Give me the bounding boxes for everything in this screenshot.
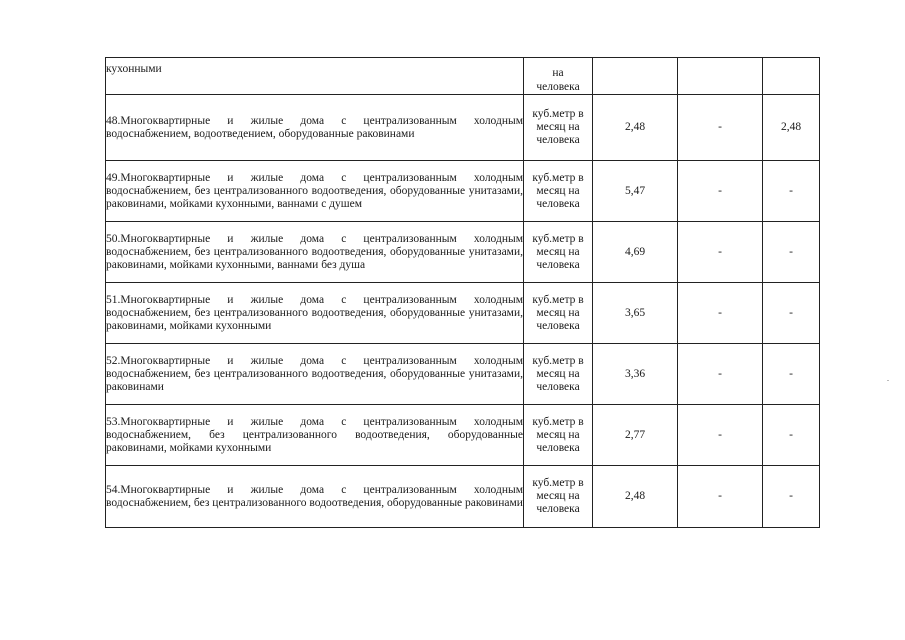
row-description: 52.Многоквартирные и жилые дома с централизованным холодным водоснабжением, без централизованного водоотведения, оборудованные унитазами, раковинами [106, 344, 524, 405]
row-value [593, 58, 678, 95]
table-row [106, 58, 820, 95]
row-description: 54.Многоквартирные и жилые дома с централизованным холодным водоснабжением, без централизованного водоотведения, оборудованные раковинами [106, 466, 524, 528]
row-col4: - [678, 405, 763, 466]
row-col4: - [678, 344, 763, 405]
row-unit: на человека [524, 58, 593, 95]
row-value: 5,47 [593, 161, 678, 222]
row-description: 53.Многоквартирные и жилые дома с централизованным холодным водоснабжением, без централизованного водоотведения, оборудованные раковинами, мойками кухонными [106, 405, 524, 466]
row-description: 48.Многоквартирные и жилые дома с централизованным холодным водоснабжением, водоотведением, оборудованные раковинами [106, 95, 524, 161]
row-col5 [763, 58, 820, 95]
row-description: 49.Многоквартирные и жилые дома с централизованным холодным водоснабжением, без централизованного водоотведения, оборудованные унитазами, раковинами, мойками кухонными, ваннами с душем [106, 161, 524, 222]
table-row [106, 161, 820, 222]
row-col4: - [678, 466, 763, 528]
row-col5: 2,48 [763, 95, 820, 161]
row-description: кухонными [106, 58, 524, 95]
row-description: 50.Многоквартирные и жилые дома с централизованным холодным водоснабжением, без централизованного водоотведения, оборудованные унитазами, раковинами, мойками кухонными, ваннами без душа [106, 222, 524, 283]
row-unit: куб.метр в месяц на человека [524, 344, 593, 405]
table-row [106, 466, 820, 528]
row-value: 2,48 [593, 466, 678, 528]
row-col5: - [763, 344, 820, 405]
row-col4: - [678, 283, 763, 344]
row-unit: куб.метр в месяц на человека [524, 466, 593, 528]
row-col4 [678, 58, 763, 95]
row-col5: - [763, 161, 820, 222]
table-row [106, 344, 820, 405]
row-unit: куб.метр в месяц на человека [524, 161, 593, 222]
row-unit: куб.метр в месяц на человека [524, 283, 593, 344]
table-row [106, 405, 820, 466]
row-col4: - [678, 161, 763, 222]
table-row [106, 283, 820, 344]
row-value: 2,77 [593, 405, 678, 466]
table-row [106, 222, 820, 283]
row-value: 3,36 [593, 344, 678, 405]
row-value: 2,48 [593, 95, 678, 161]
row-col4: - [678, 222, 763, 283]
table-row [106, 95, 820, 161]
row-col4: - [678, 95, 763, 161]
row-description: 51.Многоквартирные и жилые дома с централизованным холодным водоснабжением, без централизованного водоотведения, оборудованные унитазами, раковинами, мойками кухонными [106, 283, 524, 344]
row-col5: - [763, 222, 820, 283]
row-col5: - [763, 405, 820, 466]
row-col5: - [763, 466, 820, 528]
row-value: 4,69 [593, 222, 678, 283]
scan-speck [887, 380, 889, 381]
row-col5: - [763, 283, 820, 344]
row-value: 3,65 [593, 283, 678, 344]
row-unit: куб.метр в месяц на человека [524, 95, 593, 161]
consumption-norms-table [105, 57, 820, 528]
row-unit: куб.метр в месяц на человека [524, 405, 593, 466]
row-unit: куб.метр в месяц на человека [524, 222, 593, 283]
